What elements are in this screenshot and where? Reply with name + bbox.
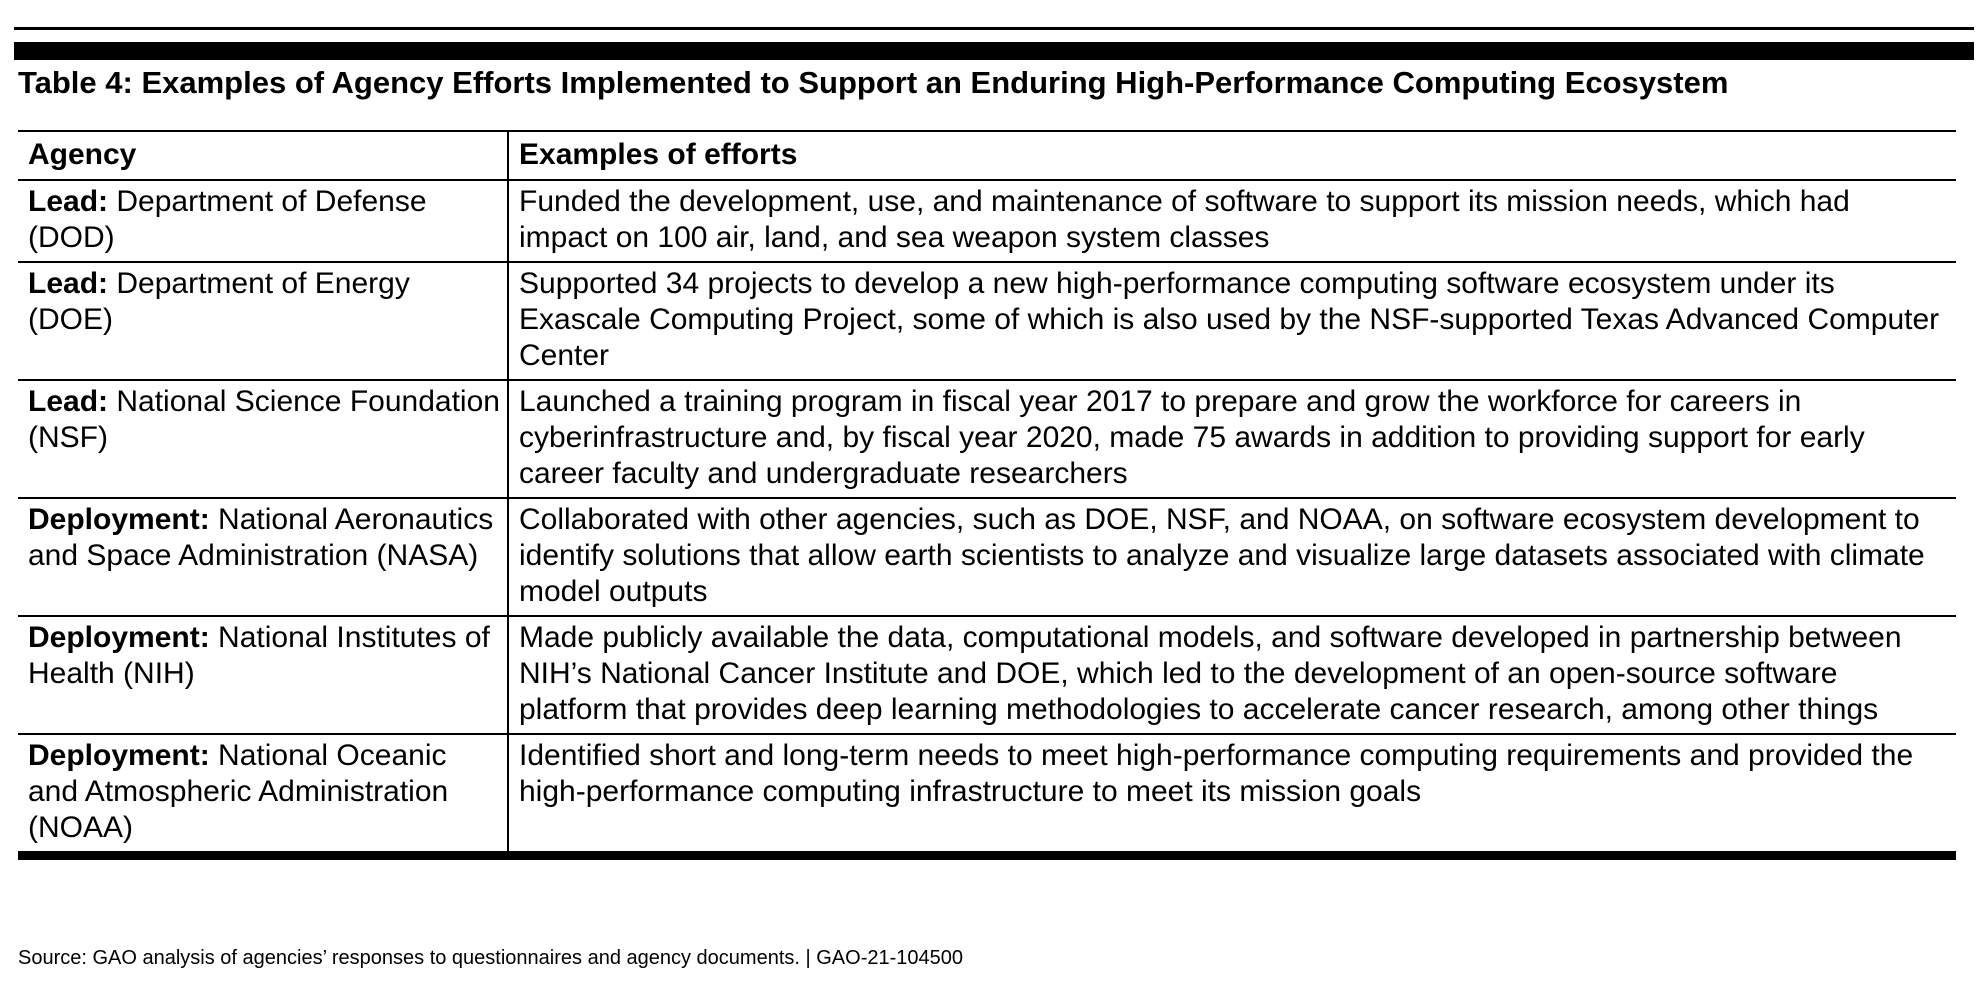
effort-cell: Collaborated with other agencies, such as DOE, NSF, and NOAA, on software ecosystem development to identify solutions that allow earth scientists to analyze and visualize large datasets associated with climate model outputs [508, 498, 1956, 616]
agency-role: Lead: [28, 385, 109, 418]
agency-cell [18, 734, 508, 856]
agency-cell [18, 616, 508, 734]
agency-name: National Science Foundation (NSF) [28, 385, 500, 454]
agency-role: Deployment: [28, 621, 210, 654]
header-bar [14, 42, 1974, 60]
table-title: Table 4: Examples of Agency Efforts Implemented to Support an Enduring High-Performance Computing Ecosystem [18, 65, 1729, 100]
table-row [18, 180, 1956, 262]
effort-cell: Made publicly available the data, computational models, and software developed in partnership between NIH’s National Cancer Institute and DOE, which led to the development of an open-source software platform that provides deep learning methodologies to accelerate cancer research, among other things [508, 616, 1956, 734]
agency-cell [18, 262, 508, 380]
agency-name: National Aeronautics and Space Administration (NASA) [28, 503, 494, 572]
column-header-agency: Agency [18, 131, 508, 180]
effort-cell: Funded the development, use, and maintenance of software to support its mission needs, which had impact on 100 air, land, and sea weapon system classes [508, 180, 1956, 262]
agency-role: Lead: [28, 267, 109, 300]
agency-role: Lead: [28, 185, 109, 218]
agency-name: National Oceanic and Atmospheric Administration (NOAA) [28, 739, 449, 844]
table-header-row [18, 131, 1956, 180]
effort-cell: Identified short and long-term needs to meet high-performance computing requirements and provided the high-performance computing infrastructure to meet its mission goals [508, 734, 1956, 856]
table-row [18, 616, 1956, 734]
table-row [18, 734, 1956, 856]
agency-cell [18, 380, 508, 498]
top-rule [14, 27, 1974, 30]
table-row [18, 262, 1956, 380]
agency-name: National Institutes of Health (NIH) [28, 621, 490, 690]
agency-role: Deployment: [28, 739, 210, 772]
agency-cell [18, 498, 508, 616]
effort-cell: Launched a training program in fiscal year 2017 to prepare and grow the workforce for careers in cyberinfrastructure and, by fiscal year 2020, made 75 awards in addition to providing support for early career faculty and undergraduate researchers [508, 380, 1956, 498]
agency-efforts-table [18, 130, 1956, 860]
agency-role: Deployment: [28, 503, 210, 536]
effort-cell: Supported 34 projects to develop a new high-performance computing software ecosystem under its Exascale Computing Project, some of which is also used by the NSF-supported Texas Advanced Computer Center [508, 262, 1956, 380]
agency-name: Department of Energy (DOE) [28, 267, 410, 336]
column-header-efforts: Examples of efforts [508, 131, 1956, 180]
table-row [18, 380, 1956, 498]
source-note: Source: GAO analysis of agencies’ responses to questionnaires and agency documents. | GAO-21-104500 [18, 947, 963, 969]
agency-cell [18, 180, 508, 262]
table-row [18, 498, 1956, 616]
agency-name: Department of Defense (DOD) [28, 185, 427, 254]
